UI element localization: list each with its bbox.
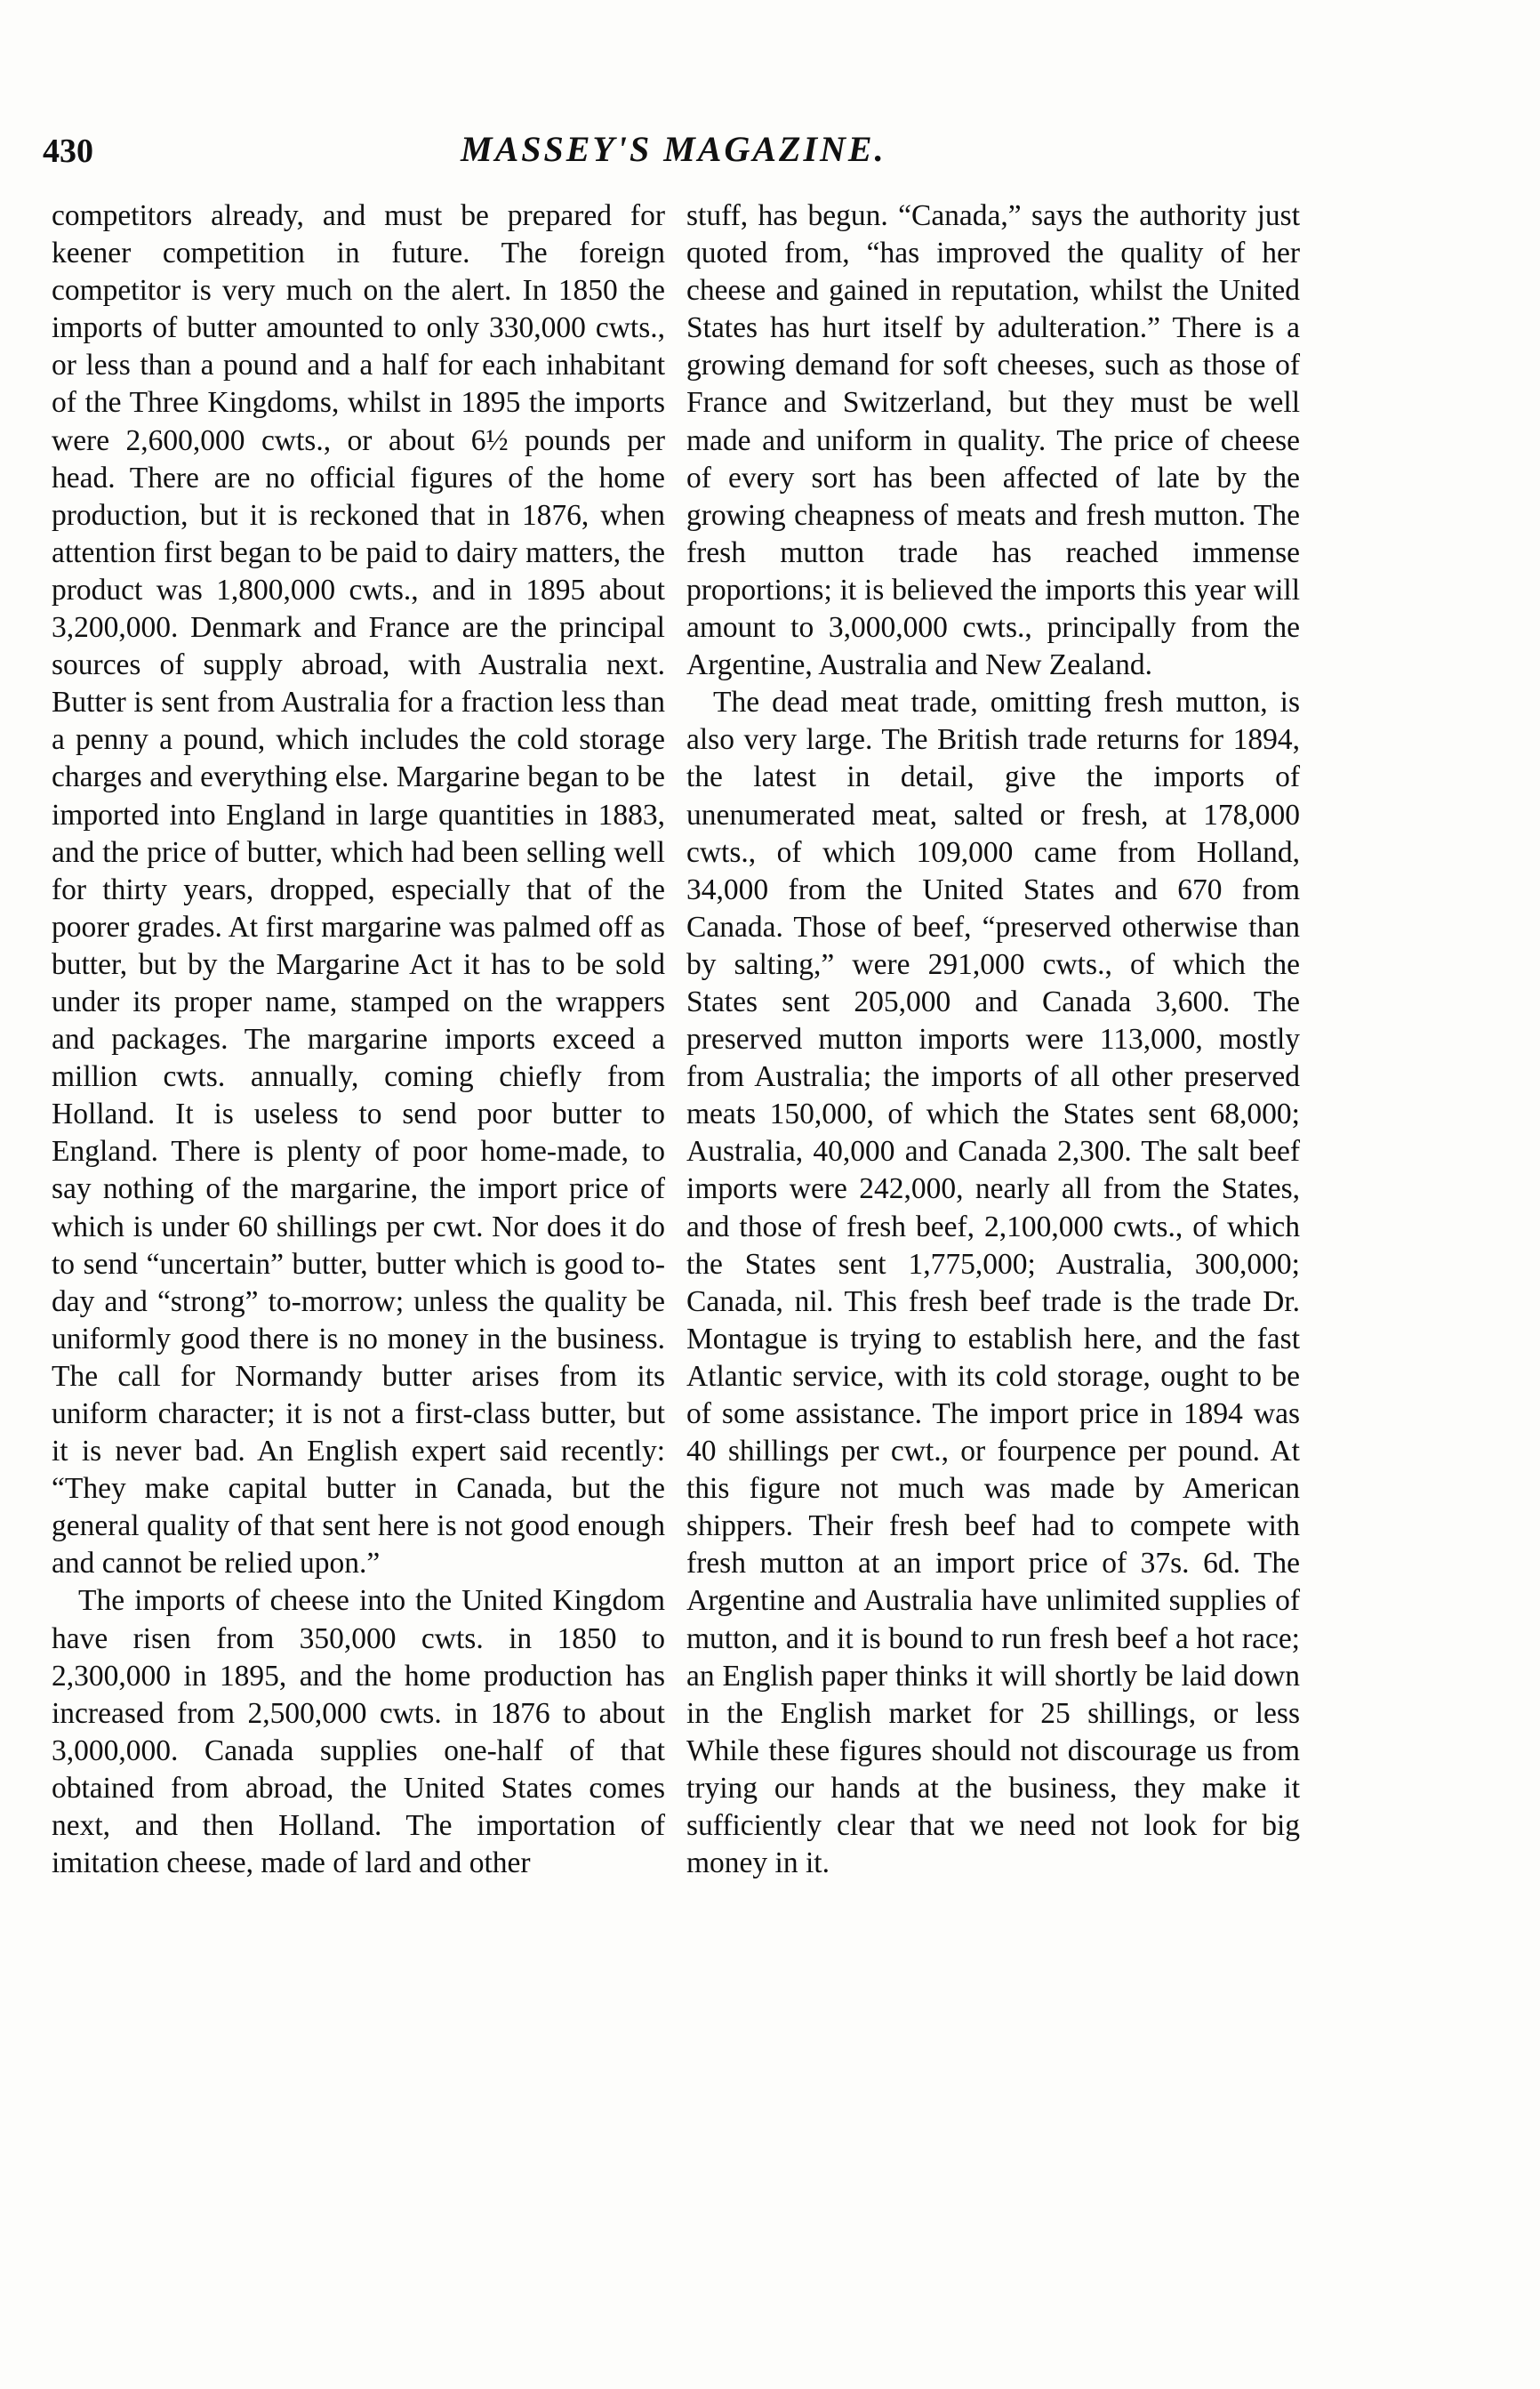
right-paragraph-2: The dead meat trade, omitting fresh mutton, is also very large. The British trade returns for 1894, the latest in detail, give the imports of unenumerated meat, salted or fresh, at 178,000 cwts., of which 109,000 came from Holland, 34,000 from the United States and 670 from Canada. Those of beef, “preserved otherwise than by salting,” were 291,000 cwts., of which the States sent 205,000 and Canada 3,600. The preserved mutton imports were 113,000, mostly from Australia; the imports of all other preserved meats 150,000, of which the States sent 68,000; Australia, 40,000 and Canada 2,300. The salt beef imports were 242,000, nearly all from the States, and those of fresh beef, 2,100,000 cwts., of which the States sent 1,775,000; Australia, 300,000; Canada, nil. This fresh beef trade is the trade Dr. Montague is trying to establish here, and the fast Atlantic service, with its cold storage, ought to be of some assistance. The import price in 1894 was 40 shillings per cwt., or fourpence per pound. At this figure not much was made by American shippers. Their fresh beef had to compete with fresh mutton at an import price of 37s. 6d. The Argentine and Australia have unlimited supplies of mutton, and it is bound to run fresh beef a hot race; an English paper thinks it will shortly be laid down in the English market for 25 shillings, or less While these figures should not discourage us from trying our hands at the business, they make it sufficiently clear that we need not look for big money in it.	[686, 686, 1300, 1880]
left-paragraph-2: The imports of cheese into the United Kingdom have risen from 350,000 cwts. in 1850 to 2,300,000 in 1895, and the home production has increased from 2,500,000 cwts. in 1876 to about 3,000,000. Canada supplies one-half of that obtained from abroad, the United States comes next, and then Holland. The importation of imitation cheese, made of lard and other	[52, 1584, 665, 1880]
right-paragraph-1: stuff, has begun. “Canada,” says the authority just quoted from, “has improved the quality of her cheese and gained in reputation, whilst the United States has hurt itself by adulteration.” There is a growing demand for soft cheeses, such as those of France and Switzerland, but they must be well made and uniform in quality. The price of cheese of every sort has been affected of late by the growing cheapness of meats and fresh mutton. The fresh mutton trade has reached immense proportions; it is believed the imports this year will amount to 3,000,000 cwts., principally from the Argentine, Australia and New Zealand.	[686, 199, 1300, 682]
page-number: 430	[43, 133, 93, 170]
page-header	[43, 125, 1465, 178]
left-column	[52, 197, 665, 1882]
running-title: MASSEY'S MAGAZINE.	[461, 129, 886, 169]
right-column	[686, 197, 1300, 1882]
left-paragraph-1: competitors already, and must be prepared for keener competition in future. The foreign competitor is very much on the alert. In 1850 the imports of butter amounted to only 330,000 cwts., or less than a pound and a half for each inhabitant of the Three Kingdoms, whilst in 1895 the imports were 2,600,000 cwts., or about 6½ pounds per head. There are no official figures of the home production, but it is reckoned that in 1876, when attention first began to be paid to dairy matters, the product was 1,800,000 cwts., and in 1895 about 3,200,000. Denmark and France are the principal sources of supply abroad, with Australia next. Butter is sent from Australia for a fraction less than a penny a pound, which includes the cold storage charges and everything else. Margarine began to be imported into England in large quantities in 1883, and the price of butter, which had been selling well for thirty years, dropped, especially that of the poorer grades. At first margarine was palmed off as butter, but by the Margarine Act it has to be sold under its proper name, stamped on the wrappers and packages. The margarine imports exceed a million cwts. annually, coming chiefly from Holland. It is useless to send poor butter to England. There is plenty of poor home-made, to say nothing of the margarine, the import price of which is under 60 shillings per cwt. Nor does it do to send “uncertain” butter, butter which is good to-day and “strong” to-morrow; unless the quality be uniformly good there is no money in the business. The call for Normandy butter arises from its uniform character; it is not a first-class butter, but it is never bad. An English expert said recently: “They make capital butter in Canada, but the general quality of that sent here is not good enough and cannot be relied upon.”	[52, 199, 665, 1581]
